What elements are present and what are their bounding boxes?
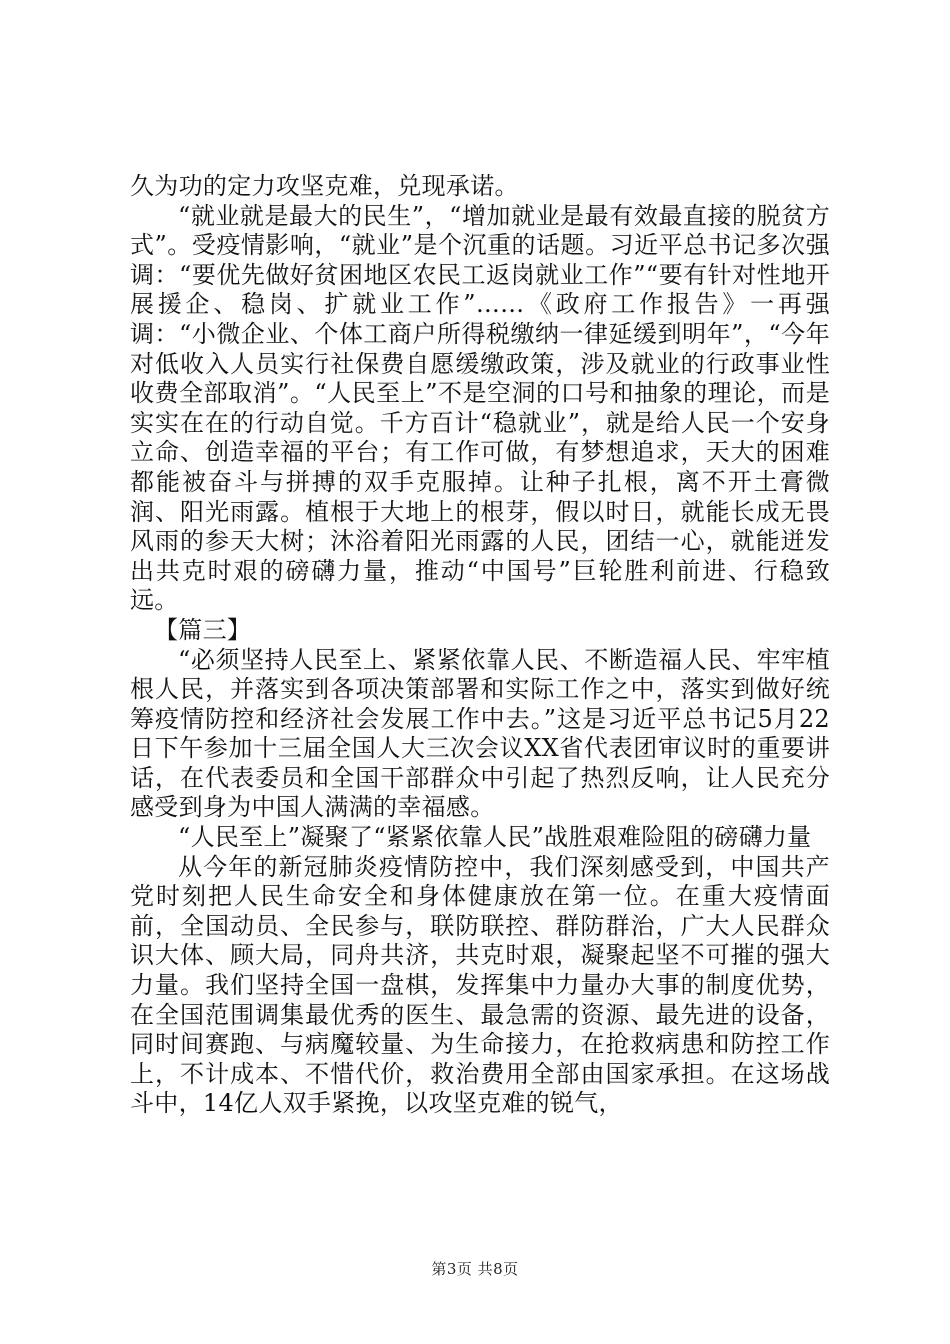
section-heading-part-three: 【篇三】 — [154, 615, 252, 644]
paragraph-subheading: “人民至上”凝聚了“紧紧依靠人民”战胜艰难险阻的磅礴力量 — [178, 823, 812, 852]
paragraph-epidemic-control: 从今年的新冠肺炎疫情防控中，我们深刻感受到，中国共产党时刻把人民生命安全和身体健康放在第一位。在重大疫情面前，全国动员、全民参与，联防联控、群防群治，广大人民群众识大体、顾大局，同舟共济，共克时艰，凝聚起坚不可摧的强大力量。我们坚持全国一盘棋，发挥集中力量办大事的制度优势，在全国范围调集最优秀的医生、最急需的资源、最先进的设备，同时间赛跑、与病魔较量、为生命接力，在抢救病患和防控工作上，不计成本、不惜代价，救治费用全部由国家承担。在这场战斗中，14亿人双手紧挽，以攻坚克难的锐气， — [130, 852, 830, 1118]
paragraph-continuation: 久为功的定力攻坚克难，兑现承诺。 — [130, 172, 519, 200]
document-body — [130, 172, 830, 1119]
page-number-footer: 第3页 共8页 — [431, 1260, 519, 1278]
paragraph-people-first-quote: “必须坚持人民至上、紧紧依靠人民、不断造福人民、牢牢植根人民，并落实到各项决策部署和实际工作之中，落实到做好统筹疫情防控和经济社会发展工作中去。”这是习近平总书记5月22日下午参加十三届全国人大三次会议XX省代表团审议时的重要讲话，在代表委员和全国干部群众中引起了热烈反响，让人民充分感受到身为中国人满满的幸福感。 — [130, 645, 830, 822]
paragraph-employment: “就业就是最大的民生”，“增加就业是最有效最直接的脱贫方式”。受疫情影响，“就业”是个沉重的话题。习近平总书记多次强调：“要优先做好贫困地区农民工返岗就业工作”“要有针对性地开展援企、稳岗、扩就业工作”……《政府工作报告》一再强调：“小微企业、个体工商户所得税缴纳一律延缓到明年”，“今年对低收入人员实行社保费自愿缓缴政策，涉及就业的行政事业性收费全部取消”。“人民至上”不是空洞的口号和抽象的理论，而是实实在在的行动自觉。千方百计“稳就业”，就是给人民一个安身立命、创造幸福的平台；有工作可做，有梦想追求，天大的困难都能被奋斗与拼搏的双手克服掉。让种子扎根，离不开土膏微润、阳光雨露。植根于大地上的根芽，假以时日，就能长成无畏风雨的参天大树；沐浴着阳光雨露的人民，团结一心，就能迸发出共克时艰的磅礴力量，推动“中国号”巨轮胜利前进、行稳致远。 — [130, 201, 830, 615]
